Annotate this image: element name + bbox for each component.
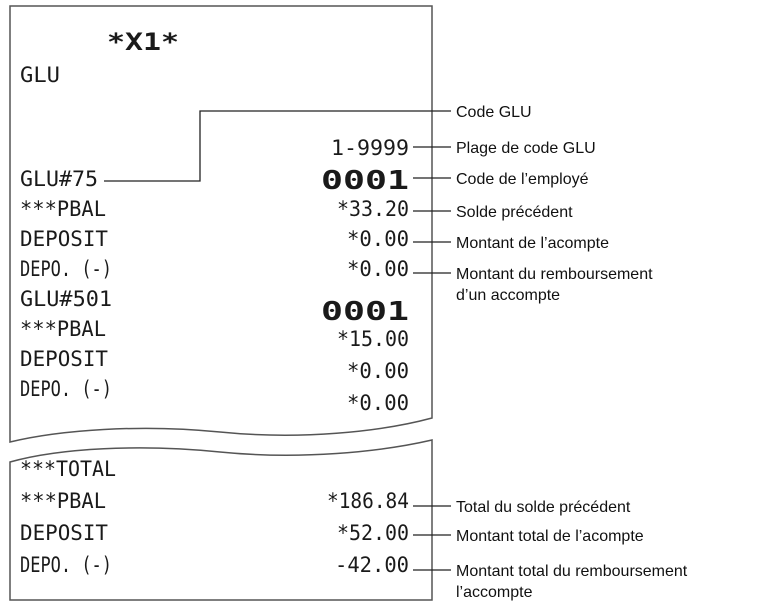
- receipt-line-value: *186.84: [327, 489, 409, 513]
- annotation-total-remboursement-2: l’accompte: [456, 584, 533, 601]
- annotation-montant-acompte: Montant de l’acompte: [456, 235, 609, 252]
- receipt-header-title: GLU: [20, 63, 60, 87]
- annotation-total-remboursement-1: Montant total du remboursement: [456, 563, 688, 580]
- receipt-line-value: -42.00: [335, 553, 409, 577]
- receipt-header-mark: *X1*: [107, 28, 179, 56]
- receipt-line-label: GLU#75: [20, 167, 99, 191]
- receipt-line-label: DEPOSIT: [20, 347, 109, 371]
- annotation-solde-precedent: Solde précédent: [456, 204, 573, 221]
- receipt-line-label: ***PBAL: [20, 317, 106, 341]
- annotation-code-glu: Code GLU: [456, 104, 532, 121]
- receipt-line-value: *33.20: [337, 197, 409, 221]
- annotation-code-employe: Code de l’employé: [456, 171, 589, 188]
- receipt-line-label: DEPO. (-): [20, 377, 112, 401]
- receipt-line-label: DEPOSIT: [20, 521, 109, 545]
- annotation-total-acompte: Montant total de l’acompte: [456, 528, 644, 545]
- receipt-line-value-bold: 0001: [321, 166, 409, 196]
- receipt-line-label: ***PBAL: [20, 197, 106, 221]
- receipt-range-value: 1-9999: [331, 136, 409, 160]
- receipt-line-label: DEPO. (-): [20, 553, 112, 577]
- receipt-line-value: *0.00: [347, 257, 409, 281]
- receipt-line-value: *0.00: [347, 391, 409, 415]
- receipt-line-value-bold: 0001: [321, 297, 409, 327]
- receipt-line-value: *0.00: [347, 227, 409, 251]
- annotation-montant-remboursement-2: d’un accompte: [456, 287, 561, 304]
- receipt-line-value: *52.00: [337, 521, 409, 545]
- receipt-line-label: DEPOSIT: [20, 227, 109, 251]
- annotation-total-solde: Total du solde précédent: [456, 499, 631, 516]
- receipt-line-label: GLU#501: [20, 287, 113, 311]
- receipt-total-title: ***TOTAL: [20, 457, 116, 481]
- annotation-plage: Plage de code GLU: [456, 140, 596, 157]
- receipt-line-value: *15.00: [337, 327, 409, 351]
- receipt-line-label: ***PBAL: [20, 489, 106, 513]
- receipt-line-label: DEPO. (-): [20, 257, 112, 281]
- annotation-montant-remboursement-1: Montant du remboursement: [456, 266, 653, 283]
- receipt-line-value: *0.00: [347, 359, 409, 383]
